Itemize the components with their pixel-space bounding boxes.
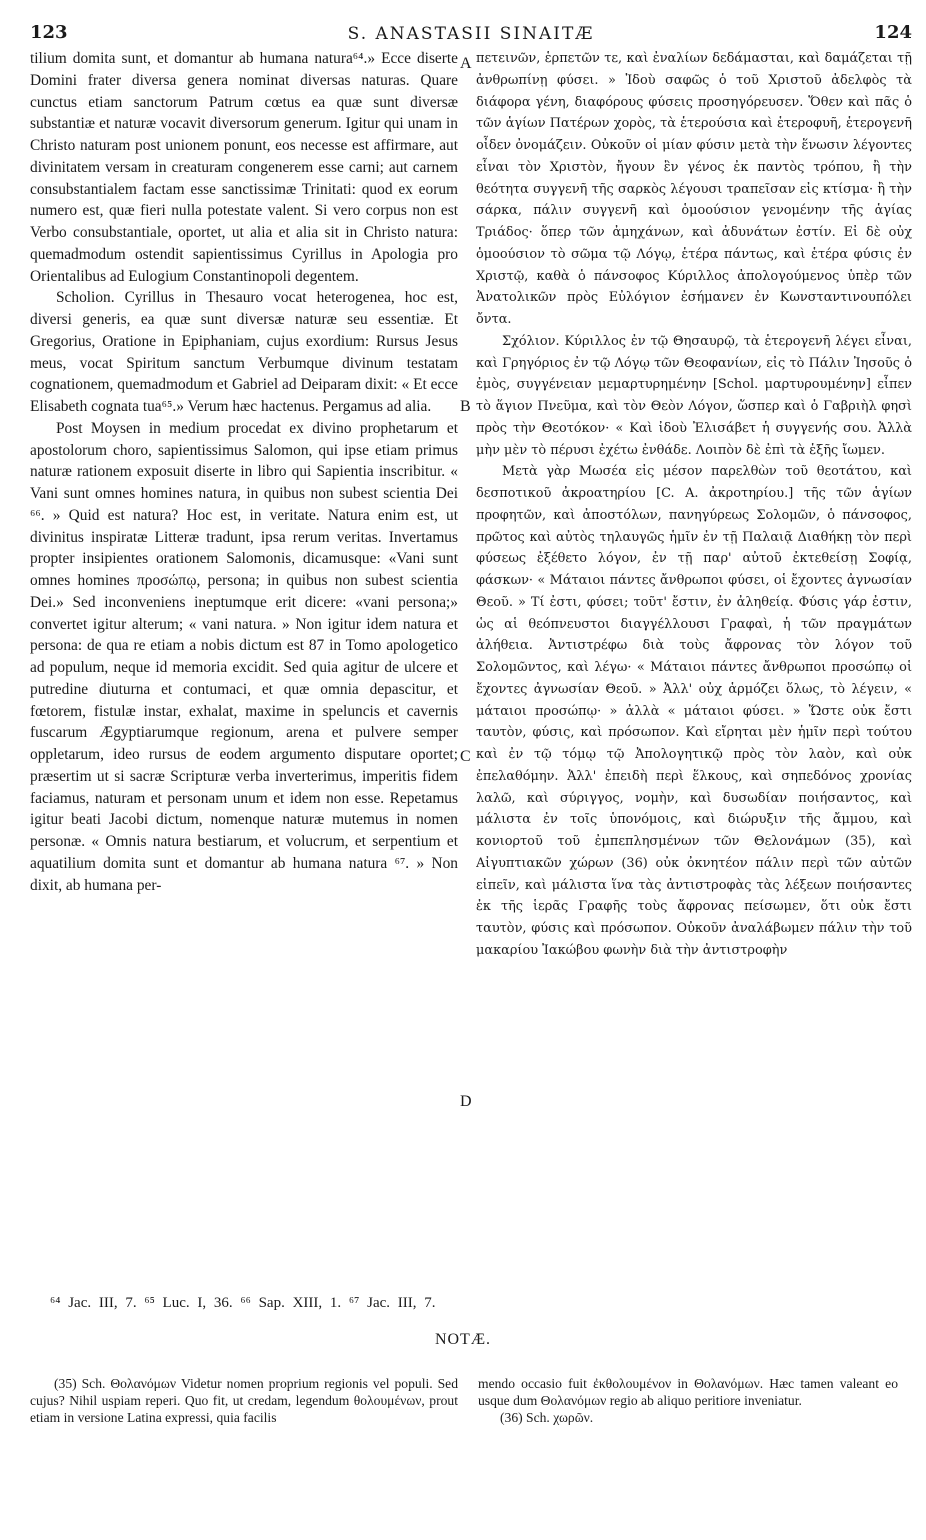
notes-heading: NOTÆ. bbox=[434, 1331, 492, 1348]
greek-paragraph-1: πετεινῶν, ἑρπετῶν τε, καὶ ἐναλίων δεδάμασται, καὶ δαμάζεται τῇ ἀνθρωπίνῃ φύσει. » Ἰδοὺ σαφῶς ὁ τοῦ Χριστοῦ ἀδελφὸς τὰ διάφορα γένη, διαφόρους φύσεις προσηγόρευσεν. Ὅθεν καὶ πᾶς ὁ τῶν ἁγίων Πατέρων χορὸς, τὰ ἑτερούσια καὶ ἑτεροφυῆ, ἑτερογενῆ οἶδεν ὀνομάζειν. Οὐκοῦν οἱ μίαν φύσιν μετὰ τὴν ἕνωσιν λέγοντες εἶναι τὸν Χριστὸν, ἤγουν ἓν γένος ἐκ παντὸς τρόπου, ἢ τὴν θεότητα συγγενῆ τῆς σαρκὸς λέγουσι τραπεῖσαν εἰς κτίσμα· ἢ τὴν σάρκα, πάλιν συγγενῆ καὶ ὁμοούσιον γενομένην τῆς ἁγίας Τριάδος· ὅπερ τῶν ἀμηχάνων, καὶ ἀδυνάτων ἐστίν. Εἰ δὲ οὐχ ὁμοούσιον τὸ σῶμα τῷ Λόγῳ, ἑτέρα πάντως, καὶ ἑτέρα φύσις ἐν Χριστῷ, καθὰ ὁ πάνσοφος Κύριλλος ἀπολογούμενος ὑπὲρ τῶν Ἀνατολικῶν πρὸς Εὐλόγιον ἐσήμανεν ἐν Κωνσταντινουπόλει ὄντα. bbox=[476, 51, 912, 327]
greek-column bbox=[476, 48, 912, 1278]
margin-letter-d: D bbox=[460, 1093, 472, 1110]
margin-letter-c: C bbox=[460, 748, 471, 765]
scripture-footnotes: ⁶⁴ Jac. III, 7. ⁶⁵ Luc. I, 36. ⁶⁶ Sap. XIII, 1. ⁶⁷ Jac. III, 7. bbox=[50, 1295, 436, 1311]
notes-right-column bbox=[478, 1375, 898, 1426]
latin-scholion: Scholion. Cyrillus in Thesauro vocat heterogenea, hoc est, diversi generis, ea quæ sunt diversæ naturæ seu essentiæ. Et Gregorius, Oratione in Epiphaniam, cujus exordium: Rursus Jesus meus, vocat Spiritum sanctum Verbumque divinum testatam cognationem, quemadmodum et Gabriel ad Deiparam dixit: « Et ecce Elisabeth cognata tua⁶⁵.» Verum hæc hactenus. Pergamus ad alia. bbox=[30, 289, 458, 415]
page-number-left: 123 bbox=[30, 22, 68, 43]
note-35: (35) Sch. Θολανόμων Videtur nomen proprium regionis vel populi. Sed cujus? Nihil uspiam reperi. Quo fit, ut credam, legendum θολουμένων, prout etiam in versione Latina expressi, quia facilis bbox=[30, 1376, 458, 1425]
running-title: S. ANASTASII SINAITÆ bbox=[347, 24, 595, 44]
greek-scholion: Σχόλιον. Κύριλλος ἐν τῷ Θησαυρῷ, τὰ ἑτερογενῆ λέγει εἶναι, καὶ Γρηγόριος ἐν τῷ Λόγῳ τῶν Θεοφανίων, εἰς τὸ Πάλιν Ἰησοῦς ὁ ἐμὸς, συγγένειαν μεμαρτυρημένην [Schol. μαρτυρουμένην] εἶπεν τὸ ἅγιον Πνεῦμα, καὶ τὸν Θεὸν Λόγον, ὥσπερ καὶ ὁ Γαβριὴλ φησὶ πρὸς τὴν Θεοτόκον· « Καὶ ἰδοὺ Ἐλισάβετ ἡ συγγενής σου. Ἀλλὰ μὴν μὲν τὸ πέρυσι ἐχέτω ἐνθάδε. Λοιπὸν δὲ ἐπὶ τὰ ἑξῆς ἴωμεν. bbox=[476, 333, 912, 458]
latin-paragraph-1: tilium domita sunt, et domantur ab humana natura⁶⁴.» Ecce diserte Domini frater diversa genera nominat diversas naturas. Quare cunctus etiam sanctorum Patrum cœtus ea quæ sunt diversæ substantiæ et naturæ vocavit diversorum generum. Igitur qui unam in Christo naturam post unionem ponunt, eos necesse est affirmare, aut divinitatem versam in creaturam congenerem esse carni; aut carnem consubstantialem factam esse sanctissimæ Trinitati: quod ex eorum numero est, quæ fieri nulla potestate valent. Si vero corpus non est Verbo consubstantiale, oportet, ut alia et alia sit in Christo natura: quemadmodum ostendit sapientissimus Cyrillus in Apologia pro Orientalibus ad Eulogium Constantinopoli degentem. bbox=[30, 50, 458, 285]
note-35-continued: mendo occasio fuit ἐκθολουμένον in Θολανόμων. Hæc tamen valeant eo usque dum Θολανόμων regio ab aliquo peritiore inveniatur. bbox=[478, 1376, 898, 1408]
page-number-right: 124 bbox=[874, 22, 912, 43]
latin-column bbox=[30, 48, 458, 1278]
note-36: (36) Sch. χωρῶν. bbox=[500, 1410, 594, 1425]
margin-letter-b: B bbox=[460, 398, 471, 415]
greek-paragraph-3: Μετὰ γὰρ Μωσέα εἰς μέσον παρελθὼν τοῦ θεοτάτου, καὶ δεσποτικοῦ ἀκροατηρίου [C. A. ἀκροτηρίου.] τῆς τῶν ἁγίων προφητῶν, καὶ ἀποστόλων, πανηγύρεως Σολομῶν, ὁ πάνσοφος, πρῶτος καὶ αὐτὸς τηλαυγῶς ἡμῖν ἐν τῇ Παλαιᾷ Διαθήκῃ τὸν περὶ φύσεως ἐξέθετο λόγον, ἐν τῇ παρ' αὐτοῦ ἐκτεθείσῃ Σοφίᾳ, φάσκων· « Μάταιοι πάντες ἄνθρωποι φύσει, οἱ ἔχοντες ἀγνωσίαν Θεοῦ. » Τί ἐστι, φύσει; τοῦτ' ἔστιν, ἐν ἀληθείᾳ. Φύσις γάρ ἐστιν, ὡς αἱ θεόπνευστοι διαγγέλλουσι Γραφαὶ, ἡ τῶν πραγμάτων ἀλήθεια. Ἀντιστρέφω διὰ τοὺς ἄφρονας τὸν λόγον τοῦ Σολομῶντος, καὶ λέγω· « Μάταιοι πάντες ἄνθρωποι προσώπῳ οἱ ἔχοντες ἀγνωσίαν Θεοῦ. » Ἀλλ' οὐχ ἁρμόζει ὅλως, τὸ λέγειν, « μάταιοι προσώπῳ· » ἀλλὰ « μάταιοι φύσει. » Ὥστε οὐκ ἔστι ταυτὸν, φύσις, καὶ πρόσωπον. Καὶ εἴρηται μὲν ἡμῖν περὶ τούτου καὶ ἐν τῷ τόμῳ τῷ Ἀπολογητικῷ πρὸς τὸν λαὸν, καὶ οὐκ ἐπελαθόμην. Ἀλλ' ἐπειδὴ περὶ ἕλκους, καὶ σηπεδόνος χρονίας λαλῶ, καὶ σύριγγος, νομὴν, καὶ δυσωδίαν ποιήσαντος, καὶ μάλιστα ἐν τοῖς ὑπονόμοις, καὶ διώρυξιν τῆς ἄμμου, καὶ κονιορτοῦ τοῦ ἐμπεπλησμένων τῶν Θελονάμων (35), καὶ Αἰγυπτιακῶν χώρων (36) οὐκ ὀκνητέον πάλιν περὶ τῶν αὐτῶν εἰπεῖν, καὶ μάλιστα ἵνα τὰς ἀντιστροφὰς τὰς λέξεων ποιήσαντες ἐκ τῆς ἱερᾶς Γραφῆς τοὺς ἄφρονας πείσωμεν, ὅτι οὐκ ἔστι ταυτὸν, φύσις καὶ πρόσωπον. Οὐκοῦν ἀναλάβωμεν πάλιν τὴν τοῦ μακαρίου Ἰακώβου φωνὴν διὰ τὴν ἀντιστροφὴν bbox=[476, 464, 912, 958]
running-header bbox=[30, 22, 912, 46]
latin-paragraph-3: Post Moysen in medium procedat ex divino prophetarum et apostolorum choro, sapientissimus Salomon, qui ipse etiam primus naturæ rationem exposuit diserte in libro qui Sapientia inscribitur. « Vani sunt omnes homines natura, in quibus non subest scientia Dei ⁶⁶. » Quid est natura? Hoc est, in veritate. Natura enim est, ut divinitus inspiratæ Litteræ tradunt, ipsa rerum veritas. Invertamus propter insipientes orationem Salomonis, dicamusque: «Vani sunt omnes homines προσώπῳ, persona; in quibus non subest scientia Dei.» Sed inconveniens ineptumque erit dicere: «vani persona;» convertet igitur alterum; « vani natura. » Non igitur idem natura et persona: de qua re etiam a nobis dictum est 87 in Tomo apologetico ad populum, neque id memoria excidit. Sed quia agitur de ulcere et putredine diuturna et contumaci, et quæ omnia depascitur, et fœtorem, fistulæ instar, exhalat, maxime in speluncis et cavernis fuscarum Ægyptiarumque regionum, arena et pulvere semper oppletarum, ideo rursus de eodem argumento disputare oportet; præsertim ut si sacræ Scripturæ verba inverterimus, imperitis fidem faciamus, naturam et personam unum et idem non esse. Repetamus igitur beati Jacobi dictum, nomenque naturæ mutemus in nomen personæ. « Omnis natura bestiarum, et volucrum, et serpentium et aquatilium domita sunt et domantur ab humana natura ⁶⁷. » Non dixit, ab humana per- bbox=[30, 419, 458, 894]
margin-letter-a: A bbox=[460, 55, 472, 72]
